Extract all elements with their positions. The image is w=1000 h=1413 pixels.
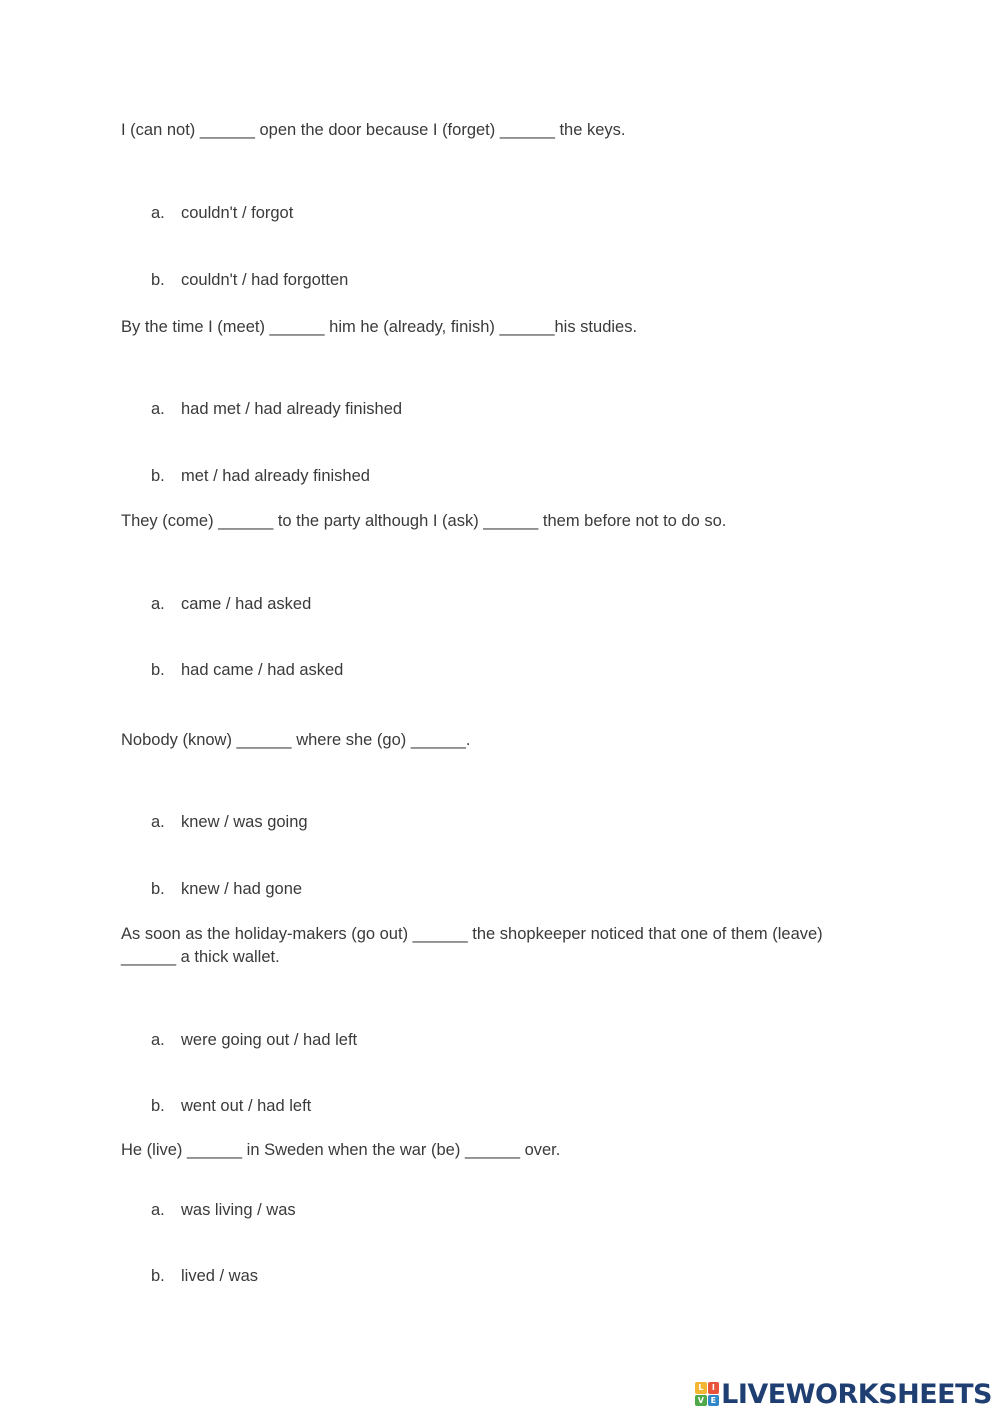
option-text: went out / had left	[181, 1097, 312, 1115]
option-text: was living / was	[181, 1201, 296, 1219]
logo-mark-tile: E	[708, 1395, 720, 1407]
option-letter: a.	[151, 204, 165, 222]
question-6-text: He (live) ______ in Sweden when the war (be) ______ over.	[121, 1141, 561, 1159]
option-letter: b.	[151, 1097, 165, 1115]
liveworksheets-logo	[695, 1375, 992, 1413]
option-letter: a.	[151, 1031, 165, 1049]
logo-mark-tile: L	[695, 1382, 707, 1394]
question-4-option-b[interactable]	[151, 878, 302, 901]
option-text: couldn't / forgot	[181, 204, 294, 222]
logo-mark-tile: V	[695, 1395, 707, 1407]
option-letter: a.	[151, 1201, 165, 1219]
option-text: came / had asked	[181, 595, 312, 613]
option-text: had met / had already finished	[181, 400, 403, 418]
option-letter: b.	[151, 880, 165, 898]
question-4-option-a[interactable]	[151, 811, 308, 834]
question-3-option-a[interactable]	[151, 593, 311, 616]
option-letter: a.	[151, 813, 165, 831]
question-1-option-a[interactable]	[151, 202, 293, 225]
question-1-option-b[interactable]	[151, 269, 348, 292]
option-text: knew / was going	[181, 813, 308, 831]
question-5-option-a[interactable]	[151, 1029, 357, 1052]
question-3-option-b[interactable]	[151, 659, 343, 682]
question-1-text: I (can not) ______ open the door because I (forget) ______ the keys.	[121, 121, 626, 139]
logo-mark-tile: I	[708, 1382, 720, 1394]
question-6-option-a[interactable]	[151, 1199, 296, 1222]
question-5-text: As soon as the holiday-makers (go out) ______ the shopkeeper noticed that one of them (leave) ______ a thick wallet.	[121, 925, 823, 966]
option-letter: b.	[151, 1267, 165, 1285]
question-2-option-b[interactable]	[151, 465, 370, 488]
logo-wordmark: LIVEWORKSHEETS	[721, 1378, 992, 1410]
option-letter: b.	[151, 661, 165, 679]
question-5-option-b[interactable]	[151, 1095, 311, 1118]
option-text: had came / had asked	[181, 661, 344, 679]
option-text: met / had already finished	[181, 467, 370, 485]
option-text: lived / was	[181, 1267, 259, 1285]
option-text: were going out / had left	[181, 1031, 358, 1049]
option-letter: b.	[151, 271, 165, 289]
question-4-text: Nobody (know) ______ where she (go) ______.	[121, 731, 471, 749]
question-2-text: By the time I (meet) ______ him he (already, finish) ______his studies.	[121, 318, 638, 336]
question-3-text: They (come) ______ to the party although I (ask) ______ them before not to do so.	[121, 512, 727, 530]
option-letter: a.	[151, 400, 165, 418]
question-6-option-b[interactable]	[151, 1265, 258, 1288]
option-text: knew / had gone	[181, 880, 303, 898]
logo-mark-icon	[695, 1382, 719, 1406]
question-2-option-a[interactable]	[151, 398, 402, 421]
option-letter: b.	[151, 467, 165, 485]
option-text: couldn't / had forgotten	[181, 271, 349, 289]
option-letter: a.	[151, 595, 165, 613]
